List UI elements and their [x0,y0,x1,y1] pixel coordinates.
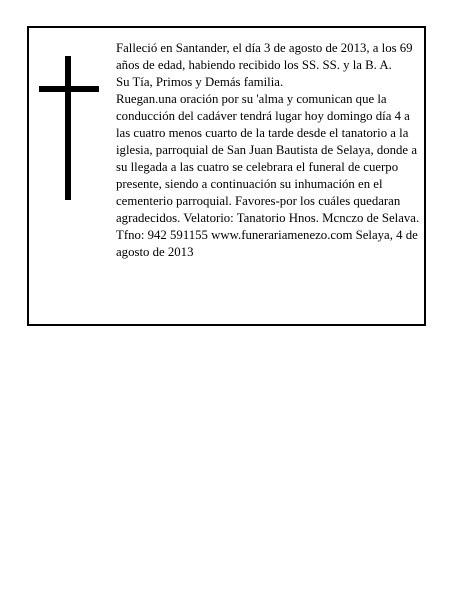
funeral-details: Ruegan.una oración por su 'alma y comunican que la conducción del cadáver tendrá lugar hoy domingo día 4 a las cuatro menos cuarto de la tarde desde el tanatorio a la iglesia, parroquial de San Juan Bautista de Selaya, donde a su llegada a las cuatro se celebrara el funeral de cuerpo presente, siendo a continuación su inhumación en el cementerio parroquial. Favores-por los cuáles quedaran agradecidos. Velatorio: Tanatorio Hnos. Mcnczo de Selava. Tfno: 942 591155 www.funerariamenezo.com Selaya, 4 de agosto de 2013 [116,92,420,259]
cross-icon [39,56,99,200]
cross-horizontal-bar [39,86,99,92]
family-line: Su Tía, Primos y Demás familia. [116,75,284,89]
cross-vertical-bar [65,56,71,200]
death-announcement: Falleció en Santander, el día 3 de agosto de 2013, a los 69 años de edad, habiendo recibido los SS. SS. y la B. A. [116,41,413,72]
obituary-notice [27,26,426,326]
notice-body [116,40,422,261]
